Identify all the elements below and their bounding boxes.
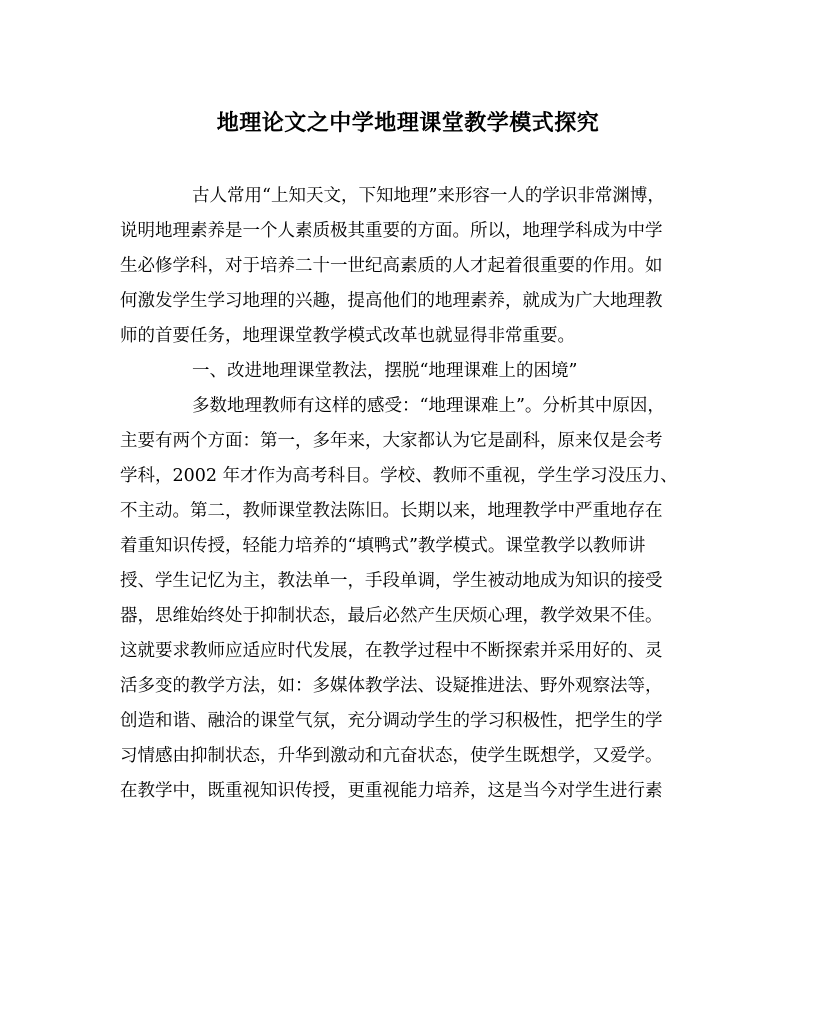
section-heading: 一、改进地理课堂教法，摆脱“地理课难上的困境” xyxy=(192,361,578,381)
paragraph-line: 生必修学科，对于培养二十一世纪高素质的人才起着很重要的作用。如 xyxy=(120,256,663,276)
document-body xyxy=(120,179,696,809)
paragraph-line: 古人常用“上知天文，下知地理”来形容一人的学识非常渊博， xyxy=(192,186,665,206)
paragraph-line: 学科，2002 年才作为高考科目。学校、教师不重视，学生学习没压力、 xyxy=(120,466,678,486)
paragraph-line: 创造和谐、融洽的课堂气氛，充分调动学生的学习积极性，把学生的学 xyxy=(120,711,663,731)
paragraph-line: 授、学生记忆为主，教法单一，手段单调，学生被动地成为知识的接受 xyxy=(120,571,663,591)
paragraph-line: 习情感由抑制状态，升华到激动和亢奋状态，使学生既想学，又爱学。 xyxy=(120,746,663,766)
paragraph-line: 活多变的教学方法，如：多媒体教学法、设疑推进法、野外观察法等， xyxy=(120,676,663,696)
paragraph-line: 说明地理素养是一个人素质极其重要的方面。所以，地理学科成为中学 xyxy=(120,221,663,241)
paragraph-line: 在教学中，既重视知识传授，更重视能力培养，这是当今对学生进行素 xyxy=(120,781,663,801)
document-title: 地理论文之中学地理课堂教学模式探究 xyxy=(216,110,600,136)
paragraph-line: 着重知识传授，轻能力培养的“填鸭式”教学模式。课堂教学以教师讲 xyxy=(120,536,646,556)
paragraph-line: 这就要求教师应适应时代发展，在教学过程中不断探索并采用好的、灵 xyxy=(120,641,663,661)
paragraph-line: 器，思维始终处于抑制状态，最后必然产生厌烦心理，教学效果不佳。 xyxy=(120,606,663,626)
paragraph-line: 多数地理教师有这样的感受：“地理课难上”。分析其中原因， xyxy=(192,396,665,416)
paragraph-line: 何激发学生学习地理的兴趣，提高他们的地理素养，就成为广大地理教 xyxy=(120,291,663,311)
paragraph-line: 主要有两个方面：第一，多年来，大家都认为它是副科，原来仅是会考 xyxy=(120,431,663,451)
paragraph-line: 师的首要任务，地理课堂教学模式改革也就显得非常重要。 xyxy=(120,326,575,346)
paragraph-line: 不主动。第二，教师课堂教法陈旧。长期以来，地理教学中严重地存在 xyxy=(120,501,663,521)
